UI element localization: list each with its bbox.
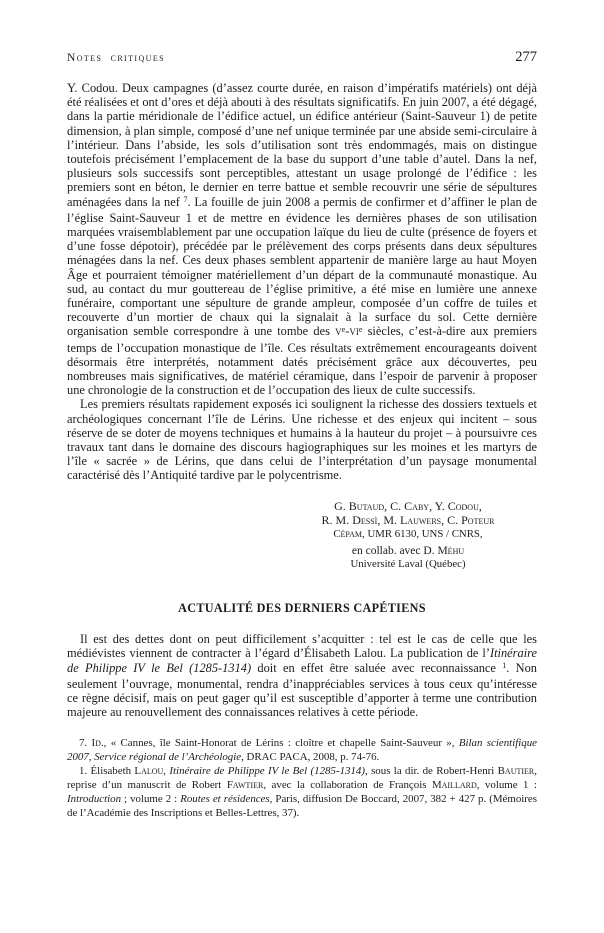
paragraph-lerins-1: Y. Codou. Deux campagnes (d’assez courte durée, en raison d’impératifs matériels) ont déjà été réalisées et ont d’ores et déjà abouti à des résultats significatifs. En juin 2007, a été dégagé, dans la partie méridionale de l’édifice actuel, un édifice antérieur (Saint-Sauveur 1) de petite dimension, à plan simple, composé d’une nef unique terminée par une abside semi-circulaire à l’intérieur. Dans l’abside, les sols d’utilisation sont très endommagés, mais on distingue toutefois précisément l’emplacement de la base du support d’une table d’autel. Dans la nef, plusieurs sols successifs sont perceptibles, attestant un usage prolongé de l’édifice : les premiers sont en béton, le dernier en terre battue et semble recouvrir une série de sépultures aménagées dans la nef $^7$. La fouille de juin 2008 a permis de confirmer et d’affiner le plan de l’église Saint-Sauveur 1 et de mettre en évidence les dernières phases de son utilisation marquées vraisemblablement par une occupation laïque du lieu de culte (présence de foyers et d’une fosse dépotoir), précédée par le prélèvement des corps présents dans deux sépultures ménagées dans la nef. Ces deux phases semblent appartenir de manière large au haut Moyen Âge et pourraient témoigner matériellement d’un départ de la communauté monastique. Au sud, au contact du mur gouttereau de l’église primitive, a été mise en lumière une annexe funéraire, comportant une sépulture de grande ampleur, composée d’un coffre de tuiles et recouverte d’un mortier de chaux qui la signalait à la surface du sol. Cette dernière organisation semble correspondre à une tombe des $v^e-vi^e$ siècles, c’est-à-dire aux premiers temps de l’occupation monastique de l’île. Ces résultats extrêmement encourageants doivent désormais être interprétés, notamment datés précisément grâce aux découvertes, peu nombreuses mais significatives, de matériel céramique, dans l’espoir de parvenir à proposer une chronologie de la construction et de l’occupation des lieux de culte successifs. — [67, 81, 537, 398]
signature-university: Université Laval (Québec) — [350, 558, 466, 571]
footnote-1: 1. Élisabeth Lalou, Itinéraire de Philippe IV le Bel (1285-1314), sous la dir. de Robert-Henri Bautier, reprise d’un manuscrit de Robert Fawtier, avec la collaboration de François Maillard, volume 1 : Introduction ; volume 2 : Routes et résidences, Paris, diffusion De Boccard, 2007, 382 + 427 p. (Mémoires de l’Académie des Inscriptions et Belles-Lettres, 37). — [67, 765, 538, 819]
signature-collaboration: en collab. avec D. Méhu — [351, 544, 465, 557]
signature-authors-line-2: R. M. Dessì, M. Lauwers, C. Poteur — [321, 513, 495, 528]
signature-authors-line-1: G. Butaud, C. Caby, Y. Codou, — [334, 498, 482, 513]
signature-block — [268, 499, 548, 572]
page-number: 277 — [515, 49, 537, 65]
paragraph-capetiens-1: Il est des dettes dont on peut difficilement s’acquitter : tel est le cas de celle que les médiévistes viennent de contracter à l’égard d’Élisabeth Lalou. La publication de l’Itinéraire de Philippe IV le Bel (1285-1314) doit en effet être saluée avec reconnaissance $^1$. Non seulement l’ouvrage, monumental, rendra d’inappréciables services à tous ceux qu’intéresse ce règne décisif, mais on peut gager qu’il est susceptible d’apporter à terme une contribution majeure au renouvellement des connaissances relatives à cette période. — [67, 632, 537, 720]
paragraph-lerins-2: Les premiers résultats rapidement exposés ici soulignent la richesse des dossiers textuels et archéologiques concernant l’île de Lérins. Une richesse et des enjeux qui incitent – sous réserve de se doter de moyens techniques et humains à la hauteur du projet – à poursuivre ces travaux tant dans le domaine des discours hagiographiques sur les moines et les martyrs de l’île « sacrée » de Lérins, que dans celui de l’interprétation d’un paysage monumental caractérisé dès l’Antiquité tardive par le polycentrisme. — [67, 397, 537, 483]
footnote-7: 7. Id., « Cannes, île Saint-Honorat de Lérins : cloître et chapelle Saint-Sauveur », Bilan scientifique 2007, Service régional de l’Archéologie, DRAC PACA, 2008, p. 74-76. — [67, 737, 538, 764]
running-title: Notes critiques — [67, 52, 165, 64]
signature-affiliation: Cépam, UMR 6130, UNS / CNRS, — [333, 527, 483, 540]
running-header — [67, 0, 537, 66]
section-heading-capetiens: ACTUALITÉ DES DERNIERS CAPÉTIENS — [178, 601, 426, 616]
text-block — [67, 0, 537, 821]
footnotes-block — [67, 737, 537, 820]
